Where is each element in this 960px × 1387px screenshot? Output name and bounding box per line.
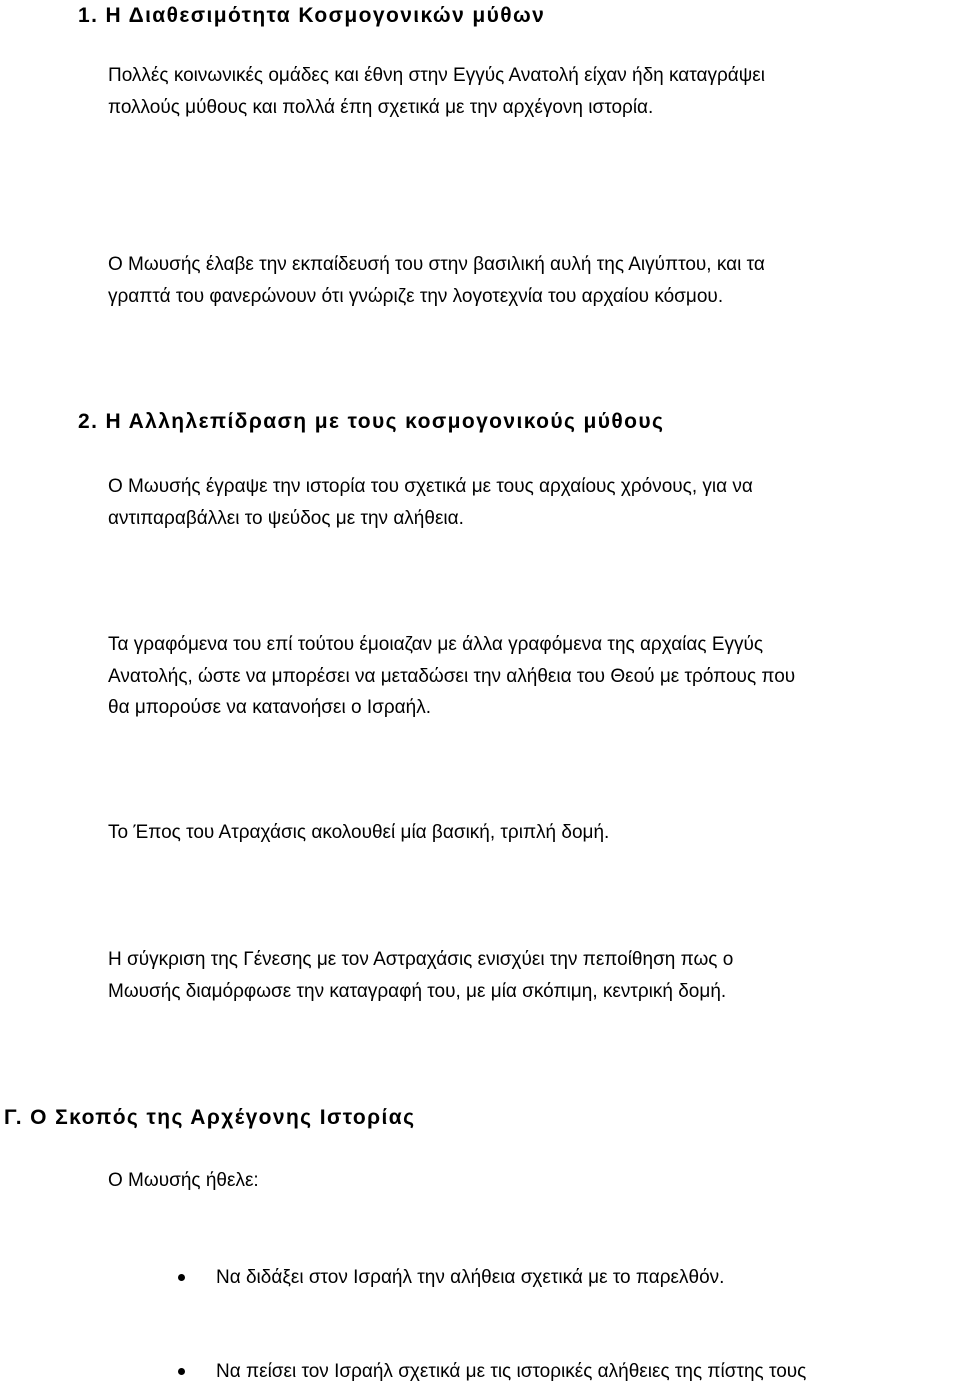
section-1-heading: 1. Η Διαθεσιμότητα Κοσμογονικών μύθων xyxy=(78,4,546,27)
bullet-icon xyxy=(178,1274,185,1281)
text-line: Μωυσής διαμόρφωσε την καταγραφή του, με μία σκόπιμη, κεντρική δομή. xyxy=(108,980,727,1002)
section-3-paragraph-1 xyxy=(108,1165,958,1197)
section-3-heading: Γ. Ο Σκοπός της Αρχέγονης Ιστορίας xyxy=(4,1106,416,1129)
text-line: Ο Μωυσής έγραψε την ιστορία του σχετικά με τους αρχαίους χρόνους, για να xyxy=(108,476,753,497)
text-line: Ο Μωυσής έλαβε την εκπαίδευσή του στην βασιλική αυλή της Αιγύπτου, και τα xyxy=(108,254,765,275)
bullet-text: Να διδάξει στον Ισραήλ την αλήθεια σχετικά με το παρελθόν. xyxy=(216,1267,725,1288)
bullet-icon xyxy=(178,1368,185,1375)
text-line: Η σύγκριση της Γένεσης με τον Αστραχάσις ενισχύει την πεποίθηση πως ο xyxy=(108,949,734,970)
section-2-paragraph-1 xyxy=(108,471,958,534)
text-line: Το Έπος του Ατραχάσις ακολουθεί μία βασική, τριπλή δομή. xyxy=(108,822,610,843)
text-line: θα μπορούσε να κατανοήσει ο Ισραήλ. xyxy=(108,697,431,718)
text-line: Ανατολής, ώστε να μπορέσει να μεταδώσει την αλήθεια του Θεού με τρόπους που xyxy=(108,665,796,687)
text-line: αντιπαραβάλλει το ψεύδος με την αλήθεια. xyxy=(108,507,464,529)
section-1-paragraph-2 xyxy=(108,249,958,312)
text-line: γραπτά του φανερώνουν ότι γνώριζε την λογοτεχνία του αρχαίου κόσμου. xyxy=(108,285,724,307)
text-line: Ο Μωυσής ήθελε: xyxy=(108,1170,259,1191)
text-line: Τα γραφόμενα του επί τούτου έμοιαζαν με άλλα γραφόμενα της αρχαίας Εγγύς xyxy=(108,634,764,655)
text-line: Πολλές κοινωνικές ομάδες και έθνη στην Εγγύς Ανατολή είχαν ήδη καταγράψει xyxy=(108,65,766,86)
bullet-text: Να πείσει τον Ισραήλ σχετικά με τις ιστορικές αλήθειες της πίστης τους xyxy=(216,1361,807,1382)
text-line: πολλούς μύθους και πολλά έπη σχετικά με την αρχέγονη ιστορία. xyxy=(108,96,654,118)
section-2-paragraph-4 xyxy=(108,944,958,1007)
section-2-heading: 2. Η Αλληλεπίδραση με τους κοσμογονικούς μύθους xyxy=(78,410,665,433)
section-2-paragraph-2 xyxy=(108,629,958,724)
section-1-paragraph-1 xyxy=(108,60,958,123)
section-2-paragraph-3 xyxy=(108,817,958,849)
